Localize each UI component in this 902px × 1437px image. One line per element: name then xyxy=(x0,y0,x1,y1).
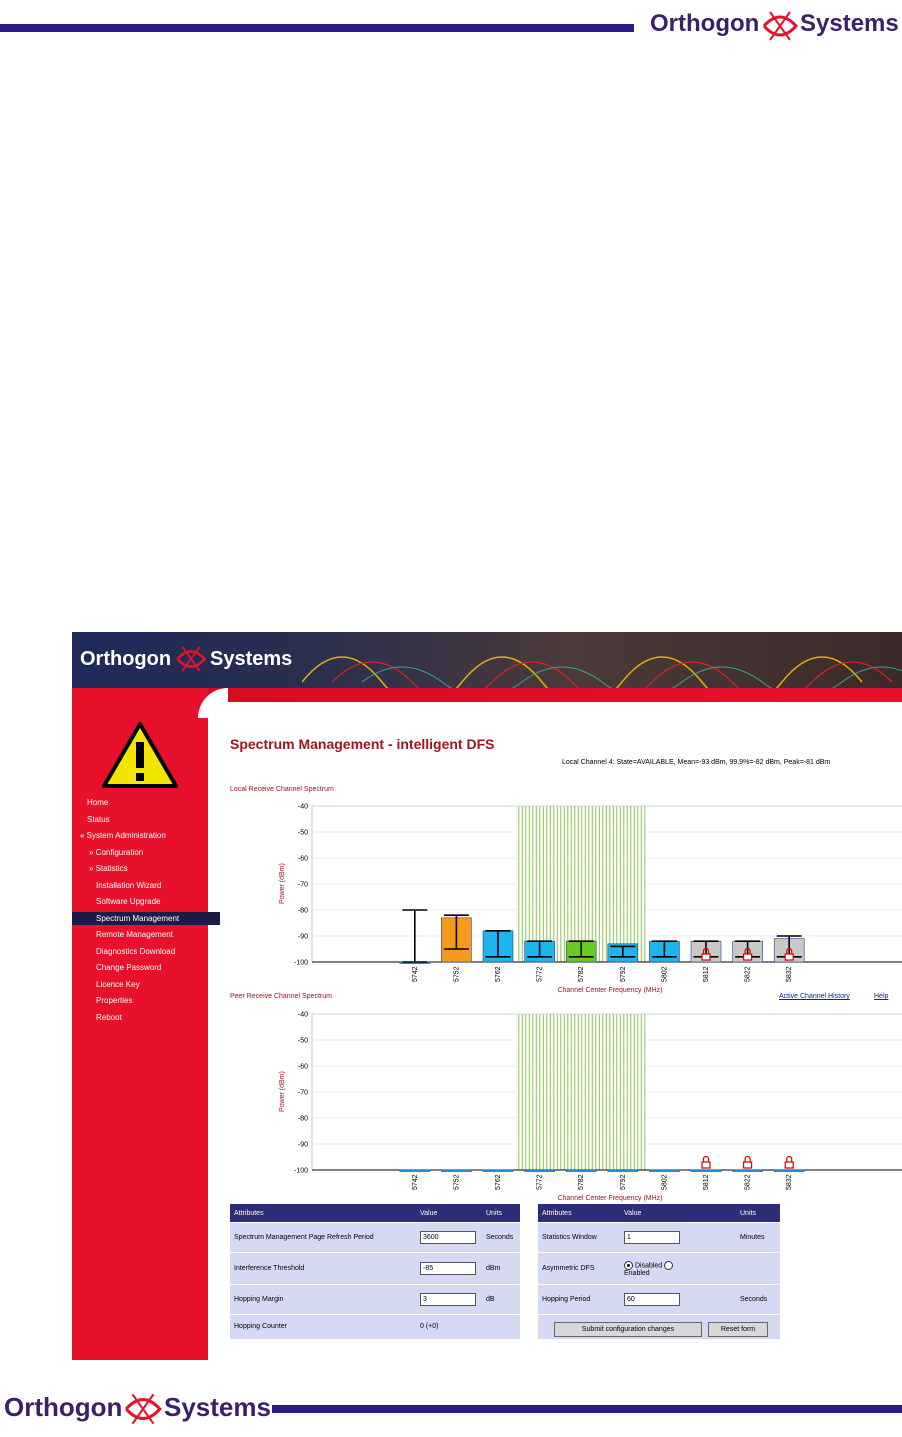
statistics-window-input[interactable]: 1 xyxy=(624,1231,680,1244)
chart-svg xyxy=(216,1000,902,1208)
bar-5802 xyxy=(649,1170,679,1172)
interference-threshold-input[interactable]: -85 xyxy=(420,1262,476,1275)
x-axis-label: Channel Center Frequency (MHz) xyxy=(557,987,663,994)
units-label: dBm xyxy=(482,1253,520,1285)
sidebar-item-diagnostics-download[interactable]: Diagnostics Download xyxy=(96,947,176,956)
table-row xyxy=(538,1253,780,1285)
logo-swirl-icon xyxy=(760,6,800,46)
attr-label: Statistics Window xyxy=(538,1223,620,1253)
y-tick-label: -40 xyxy=(297,1011,308,1019)
header-rule xyxy=(0,24,634,32)
lock-icon-body xyxy=(702,1162,710,1168)
peer-chart-title: Peer Receive Channel Spectrum xyxy=(230,993,332,1000)
y-tick-label: -100 xyxy=(293,1167,308,1175)
page-title: Spectrum Management - intelligent DFS xyxy=(230,736,495,752)
table-row xyxy=(230,1285,520,1315)
sidebar-item-configuration[interactable]: » Configuration xyxy=(89,848,144,857)
banner-logo-right: Systems xyxy=(210,648,293,670)
col-units: Units xyxy=(736,1204,780,1223)
y-tick-label: -70 xyxy=(297,881,308,889)
value-cell xyxy=(416,1253,482,1285)
y-tick-label: -90 xyxy=(297,933,308,941)
banner-swirl-icon xyxy=(174,642,208,676)
bar-5762 xyxy=(483,1170,513,1172)
units-label: dB xyxy=(482,1285,520,1315)
x-tick-label: 5772 xyxy=(536,966,544,982)
logo-text-left: Orthogon xyxy=(650,10,760,37)
y-tick-label: -70 xyxy=(297,1089,308,1097)
sidebar-item-status[interactable]: Status xyxy=(87,815,110,824)
bar-5742 xyxy=(400,1170,430,1172)
table-header-row xyxy=(538,1204,780,1223)
local-chart-title: Local Receive Channel Spectrum xyxy=(230,786,334,793)
attr-label: Interference Threshold xyxy=(230,1253,416,1285)
x-tick-label: 5822 xyxy=(744,1174,752,1190)
x-tick-label: 5792 xyxy=(619,966,627,982)
screenshot-frame xyxy=(72,632,902,1360)
enabled-label: Enabled xyxy=(624,1269,650,1277)
hopping-period-input[interactable]: 60 xyxy=(624,1293,680,1306)
col-value: Value xyxy=(416,1204,482,1223)
sidebar-item-remote-management[interactable]: Remote Management xyxy=(96,930,173,939)
footer-logo xyxy=(4,1388,271,1432)
sidebar-item-change-password[interactable]: Change Password xyxy=(96,963,162,972)
value-cell xyxy=(620,1253,736,1285)
value-cell xyxy=(416,1285,482,1315)
col-attributes: Attributes xyxy=(230,1204,416,1223)
hopping-counter-value: 0 (+0) xyxy=(416,1315,482,1339)
footer-logo-text-left: Orthogon xyxy=(4,1392,123,1422)
col-value: Value xyxy=(620,1204,736,1223)
value-cell xyxy=(620,1285,736,1315)
disabled-radio[interactable] xyxy=(624,1261,633,1270)
chart-local-container xyxy=(216,792,902,1000)
col-units: Units xyxy=(482,1204,520,1223)
x-tick-label: 5812 xyxy=(703,966,710,982)
table-row xyxy=(538,1223,780,1253)
logo-text-right: Systems xyxy=(800,10,899,37)
attr-label: Hopping Margin xyxy=(230,1285,416,1315)
sidebar xyxy=(72,688,208,1360)
bar-5772 xyxy=(525,1170,555,1172)
attr-label: Spectrum Management Page Refresh Period xyxy=(230,1223,416,1253)
attributes-table-right xyxy=(538,1204,780,1339)
y-tick-label: -50 xyxy=(297,829,308,837)
attributes-table-left xyxy=(230,1204,520,1339)
value-cell xyxy=(620,1223,736,1253)
sidebar-item-statistics[interactable]: » Statistics xyxy=(89,864,128,873)
footer-rule xyxy=(272,1405,902,1413)
bar-5812 xyxy=(691,1170,721,1172)
x-tick-label: 5762 xyxy=(495,966,502,982)
sidebar-item-system-administration[interactable]: « System Administration xyxy=(80,831,166,840)
y-tick-label: -80 xyxy=(297,907,308,915)
units-label xyxy=(482,1315,520,1339)
lock-icon-body xyxy=(785,954,793,960)
banner-wave-decoration xyxy=(302,632,902,688)
y-tick-label: -60 xyxy=(297,1063,308,1071)
y-tick-label: -80 xyxy=(297,1115,308,1123)
bar-5832 xyxy=(774,1170,804,1172)
y-tick-label: -50 xyxy=(297,1037,308,1045)
chart-svg xyxy=(216,792,902,1000)
lock-icon-body xyxy=(785,1162,793,1168)
table-header-row xyxy=(230,1204,520,1223)
attr-label: Asymmetric DFS xyxy=(538,1253,620,1285)
lock-icon-body xyxy=(744,954,752,960)
table-row xyxy=(230,1223,520,1253)
lock-icon-body xyxy=(702,954,710,960)
x-tick-label: 5742 xyxy=(411,966,419,982)
value-cell xyxy=(416,1223,482,1253)
disabled-label: Disabled xyxy=(634,1261,663,1269)
sidebar-item-licence-key[interactable]: Licence Key xyxy=(96,980,140,989)
refresh-period-input[interactable]: 3600 xyxy=(420,1231,476,1244)
x-tick-label: 5812 xyxy=(703,1174,710,1190)
sidebar-item-reboot[interactable]: Reboot xyxy=(96,1013,122,1022)
x-tick-label: 5782 xyxy=(578,1174,586,1190)
footer-swirl-icon xyxy=(122,1388,164,1430)
sidebar-item-properties[interactable]: Properties xyxy=(96,996,133,1005)
sidebar-item-installation-wizard[interactable]: Installation Wizard xyxy=(96,881,162,890)
units-label: Seconds xyxy=(736,1285,780,1315)
enabled-radio[interactable] xyxy=(664,1261,673,1270)
attr-label: Hopping Period xyxy=(538,1285,620,1315)
app-banner xyxy=(72,632,902,688)
y-tick-label: -40 xyxy=(297,803,308,811)
x-tick-label: 5742 xyxy=(411,1174,419,1190)
x-tick-label: 5832 xyxy=(786,1174,794,1190)
radio-dot xyxy=(627,1264,630,1267)
x-tick-label: 5822 xyxy=(744,966,752,982)
y-axis-label: Power (dBm) xyxy=(279,863,286,904)
reset-form-button[interactable]: Reset form xyxy=(708,1322,768,1337)
x-tick-label: 5772 xyxy=(536,1174,544,1190)
x-tick-label: 5802 xyxy=(661,1174,669,1190)
x-tick-label: 5782 xyxy=(578,966,586,982)
bar-5792 xyxy=(608,1170,638,1172)
table-row xyxy=(538,1285,780,1315)
footer-logo-text-right: Systems xyxy=(164,1392,271,1422)
bar-5782 xyxy=(566,1170,596,1172)
y-tick-label: -60 xyxy=(297,855,308,863)
x-tick-label: 5762 xyxy=(495,1174,502,1190)
hopping-margin-input[interactable]: 3 xyxy=(420,1293,476,1306)
y-tick-label: -90 xyxy=(297,1141,308,1149)
active-channel-history-link[interactable]: Active Channel History xyxy=(779,993,850,1000)
x-tick-label: 5752 xyxy=(453,1174,461,1190)
banner-logo-left: Orthogon xyxy=(80,648,172,670)
col-attributes: Attributes xyxy=(538,1204,620,1223)
bar-5822 xyxy=(733,1170,763,1172)
sidebar-item-software-upgrade[interactable]: Software Upgrade xyxy=(96,897,161,906)
warning-icon xyxy=(100,720,180,790)
header-logo xyxy=(650,6,902,46)
submit-configuration-button[interactable]: Submit configuration changes xyxy=(554,1322,702,1337)
y-tick-label: -100 xyxy=(293,959,308,967)
y-axis-label: Power (dBm) xyxy=(279,1071,286,1112)
table-row xyxy=(230,1253,520,1285)
x-tick-label: 5752 xyxy=(453,966,461,982)
lock-icon-body xyxy=(744,1162,752,1168)
x-tick-label: 5792 xyxy=(619,1174,627,1190)
units-label: Seconds xyxy=(482,1223,520,1253)
bar-5752 xyxy=(441,1170,471,1172)
help-link[interactable]: Help xyxy=(874,993,889,1000)
x-tick-label: 5802 xyxy=(661,966,669,982)
channel-status-line: Local Channel 4: State=AVAILABLE, Mean=-93 dBm, 99.9%=-82 dBm, Peak=-81 dBm xyxy=(562,759,831,766)
x-axis-label: Channel Center Frequency (MHz) xyxy=(557,1195,663,1202)
units-label xyxy=(736,1253,780,1285)
sidebar-item-spectrum-management[interactable]: Spectrum Management xyxy=(72,912,220,925)
x-tick-label: 5832 xyxy=(786,966,794,982)
sidebar-item-home[interactable]: Home xyxy=(87,798,109,807)
chart-peer-container xyxy=(216,1000,902,1208)
units-label: Minutes xyxy=(736,1223,780,1253)
attr-label: Hopping Counter xyxy=(230,1315,416,1339)
table-row xyxy=(230,1315,520,1339)
